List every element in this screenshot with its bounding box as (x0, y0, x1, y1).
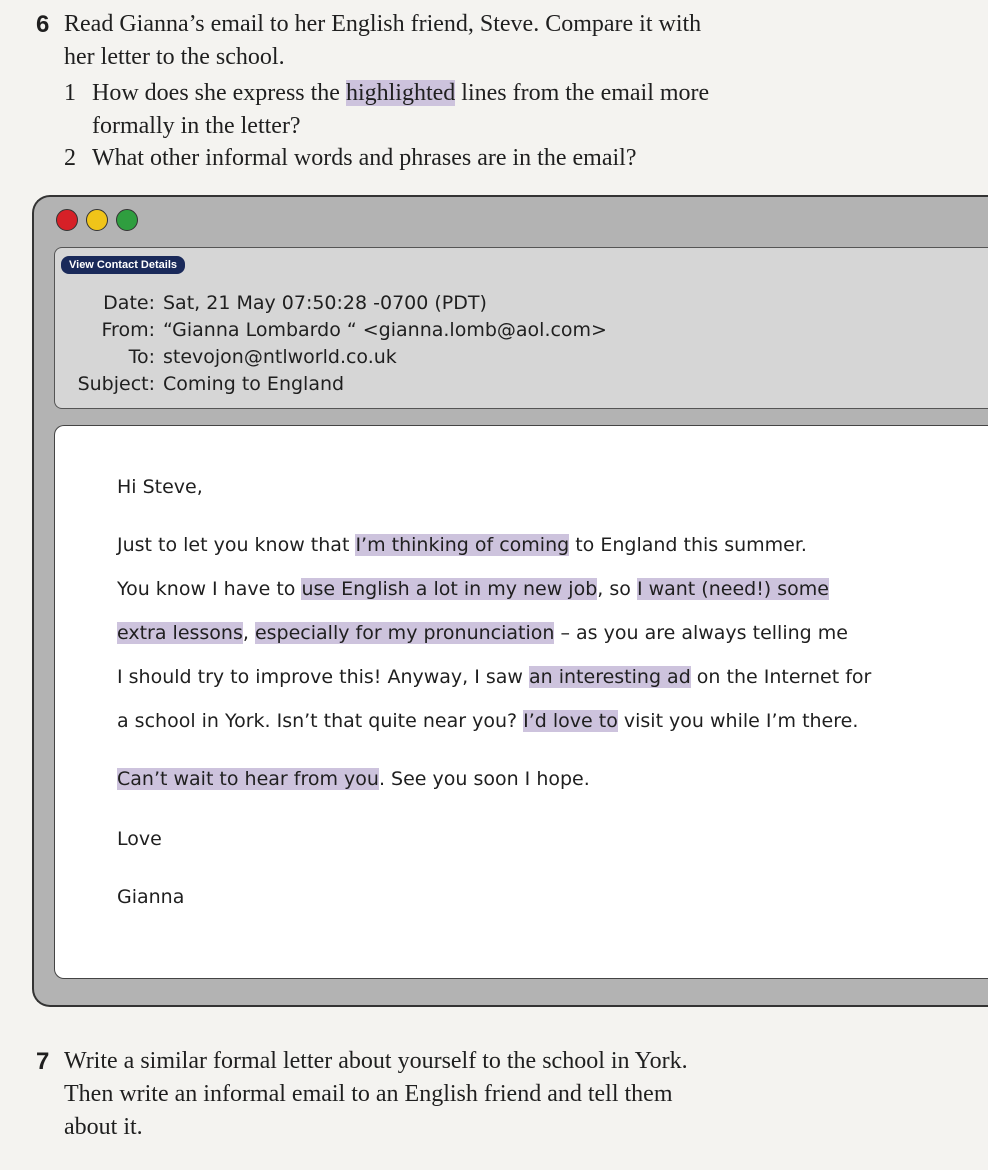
from-value: “Gianna Lombardo “ <gianna.lomb@aol.com> (163, 319, 607, 341)
body-text: Just to let you know that (117, 534, 356, 556)
email-window (32, 195, 988, 1007)
instruction-line: Write a similar formal letter about yourself to the school in York. (64, 1048, 688, 1074)
body-text: to England this summer. (569, 534, 807, 556)
signoff: Love (117, 828, 162, 850)
highlighted-phrase: I want (need!) some (636, 578, 829, 600)
email-body (54, 425, 988, 979)
exercise-6-instruction (36, 8, 940, 74)
highlighted-phrase: I’m thinking of coming (355, 534, 570, 556)
close-window-icon[interactable] (56, 209, 78, 231)
body-line (117, 578, 829, 600)
greeting: Hi Steve, (117, 476, 203, 498)
question-text (64, 77, 924, 110)
highlighted-phrase: extra lessons (117, 622, 243, 644)
body-line (117, 666, 871, 688)
body-text: a school in York. Isn’t that quite near you? (117, 710, 524, 732)
highlighted-phrase: use English a lot in my new job (301, 578, 598, 600)
body-text: I should try to improve this! Anyway, I saw (117, 666, 530, 688)
instruction-line: Then write an informal email to an English friend and tell them (64, 1081, 673, 1107)
exercise-number: 6 (36, 11, 50, 38)
body-line (117, 534, 807, 556)
exercise-7-instruction (36, 1045, 940, 1144)
question-number: 2 (64, 145, 76, 171)
instruction-line: about it. (64, 1114, 143, 1140)
question-2 (64, 142, 924, 175)
body-text: , so (597, 578, 637, 600)
view-contact-details-button[interactable]: View Contact Details (61, 256, 185, 274)
question-1 (64, 77, 924, 143)
from-label: From: (101, 319, 155, 341)
question-text: formally in the letter? (92, 113, 301, 139)
minimize-window-icon[interactable] (86, 209, 108, 231)
body-line (117, 768, 590, 790)
highlighted-phrase: Can’t wait to hear from you (117, 768, 379, 790)
body-text: You know I have to (117, 578, 302, 600)
date-label: Date: (103, 292, 155, 314)
exercise-number: 7 (36, 1048, 50, 1075)
body-text: , (242, 622, 255, 644)
body-text: on the Internet for (690, 666, 872, 688)
subject-label: Subject: (77, 373, 155, 395)
date-value: Sat, 21 May 07:50:28 -0700 (PDT) (163, 292, 487, 314)
highlighted-phrase: I’d love to (523, 710, 618, 732)
body-text: . See you soon I hope. (378, 768, 590, 790)
highlighted-phrase: especially for my pronunciation (254, 622, 555, 644)
instruction-line: her letter to the school. (64, 44, 285, 70)
body-text: visit you while I’m there. (617, 710, 859, 732)
subject-value: Coming to England (163, 373, 345, 395)
to-value: stevojon@ntlworld.co.uk (163, 346, 397, 368)
question-number: 1 (64, 80, 76, 106)
body-text: – as you are always telling me (554, 622, 848, 644)
body-line (117, 710, 858, 732)
instruction-line: Read Gianna’s email to her English friend, Steve. Compare it with (64, 11, 702, 37)
email-header (54, 247, 988, 409)
question-text-part: lines from the email more (455, 80, 710, 106)
body-line (117, 622, 848, 644)
to-label: To: (128, 346, 155, 368)
maximize-window-icon[interactable] (116, 209, 138, 231)
question-text-part: How does she express the (92, 80, 346, 106)
highlighted-word: highlighted (345, 80, 456, 106)
highlighted-phrase: an interesting ad (529, 666, 691, 688)
question-text: What other informal words and phrases are in the email? (92, 145, 637, 171)
signature: Gianna (117, 886, 185, 908)
